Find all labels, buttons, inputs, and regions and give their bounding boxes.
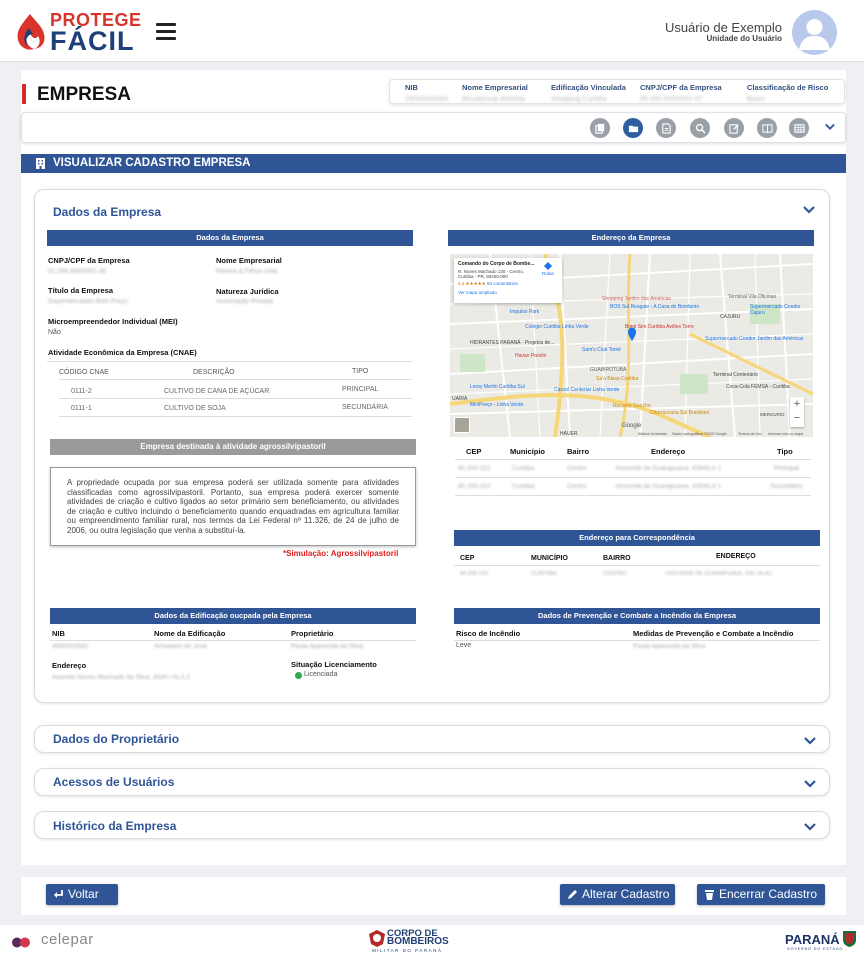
parana-logo-text: PARANÁ [785, 932, 840, 947]
bombeiros-line3: MILITAR DO PARANÁ [372, 948, 443, 953]
title-accent [22, 84, 26, 104]
nome-empresarial-value: Pereira & Filhos Ltda. [216, 268, 279, 275]
user-unit[interactable]: Unidade do Usuário [706, 34, 782, 43]
agro-notice: A propriedade ocupada por sua empresa poderá ser utilizada somente para atividades classificadas como agrossilvipastoril. Portanto, sua empresa poderá exercer somente atividades de criação e cultivo ligados ao setor primário sem beneficiamento, ou atividades de criação e cultivo incluindo o beneficiamento quando enquadradas em agricultura familiar ou empreendimento familiar rural, nos termos da Lei Federal nº 11.326, de 24 de julho de 2006, ou outra legislação que venha a substituí-la. [50, 467, 416, 546]
cnae-col-tipo: TIPO [352, 368, 369, 375]
cnpj-label: CNPJ/CPF da Empresa [48, 256, 130, 265]
divider [455, 459, 811, 460]
addr-col-endereco: Endereço [651, 447, 686, 456]
map-card-link[interactable]: Ver mapa ampliado [458, 290, 497, 295]
building-icon [35, 158, 46, 169]
divider [454, 640, 820, 641]
parana-coat-of-arms-icon [842, 930, 857, 947]
bombeiros-line2: BOMBEIROS [387, 936, 449, 947]
corresp-col-bairro: BAIRRO [603, 555, 631, 562]
map-footer-text[interactable]: Atalhos do teclado [638, 432, 667, 436]
addr-cell: Curitiba [512, 483, 535, 490]
close-cadastro-label: Encerrar Cadastro [719, 887, 818, 901]
chevron-down-icon[interactable] [804, 737, 816, 745]
edif-nib-value: 4990001582 [52, 643, 89, 650]
toolbar-chevron-down-icon[interactable] [825, 123, 835, 131]
map-info-card [454, 258, 562, 303]
section-title: VISUALIZAR CADASTRO EMPRESA [53, 157, 251, 169]
bombeiros-emblem-icon [369, 930, 385, 947]
map-label: BOS Sul Resgate - A Casa do Bombeiro [610, 304, 700, 310]
cnpj-value: 01.286.458/0001-45 [48, 268, 107, 275]
addr-cell: Visconde de Guarapuava, 4384/LA 1 [615, 483, 722, 490]
summary-edificacao: Edificação Vinculada Shopping Curitiba [551, 83, 626, 103]
addr-col-municipio: Município [510, 447, 545, 456]
map-label: Recanto Gaúcho [613, 403, 651, 409]
map-label: Sa'a Blasa Curitiba [596, 376, 639, 382]
map-card-rating: 4,4 ★★★★★ [458, 281, 486, 286]
search-button[interactable] [690, 118, 710, 138]
corresp-cell: 80.200-100 [460, 571, 488, 577]
document-icon [661, 123, 672, 134]
addr-cell: 80.200-110 [458, 483, 491, 490]
mei-value: Não [48, 329, 61, 336]
cnae-row-codigo: 0111-2 [71, 388, 92, 395]
copy-button[interactable] [590, 118, 610, 138]
risco-label: Risco de Incêndio [456, 629, 521, 638]
section-header [21, 154, 846, 173]
folder-open-icon [628, 123, 639, 134]
nome-empresarial-label: Nome Empresarial [216, 256, 282, 265]
divider [59, 379, 412, 380]
map-label: MiniPreço - Linha Verde [470, 402, 524, 408]
map-label: CAJURU [720, 314, 741, 320]
summary-risco: Classificação de Risco Baixo [747, 83, 829, 103]
divider [455, 477, 811, 478]
map-routes-button[interactable]: Rotas [542, 262, 554, 276]
book-icon [762, 123, 773, 134]
cnae-row-tipo: SECUNDÁRIA [342, 404, 388, 411]
map-footer-text[interactable]: Informar erro no mapa [768, 432, 803, 436]
check-circle-icon [295, 672, 302, 679]
accordion-acessos-title[interactable]: Acessos de Usuários [53, 775, 175, 789]
edificacao-header: Dados da Edificação oucpada pela Empresa [50, 608, 416, 624]
cnae-row-descricao: CULTIVO DE SOJA [164, 405, 226, 412]
user-icon [792, 10, 837, 55]
user-avatar[interactable] [792, 10, 837, 55]
map-label: Bimé Sim Curitiba Aviões Torre [625, 324, 694, 330]
edif-col-nib: NIB [52, 629, 65, 638]
cnae-col-codigo: CÓDIGO CNAE [59, 369, 109, 376]
accordion-proprietario-title[interactable]: Dados do Proprietário [53, 732, 180, 746]
agro-header: Empresa destinada à atividade agrossilvipastoril [50, 439, 416, 455]
map-label: Havan Parolin [515, 353, 547, 359]
chevron-down-icon[interactable] [804, 780, 816, 788]
cnae-row-descricao: CULTIVO DE CANA DE AÇÚCAR [164, 388, 270, 395]
close-cadastro-button[interactable] [697, 884, 825, 905]
addr-cell: Curitiba [512, 465, 535, 472]
cnae-label: Atividade Econômica da Empresa (CNAE) [48, 348, 197, 357]
edit-icon [729, 123, 740, 134]
map-label: Shopping Jardim das Américas [602, 296, 671, 302]
dados-empresa-title[interactable]: Dados da Empresa [53, 205, 162, 219]
edif-endereco-value: Avenida Nunes Machado da Silva, 4330 / ALA 2 [52, 674, 190, 681]
divider [47, 361, 412, 362]
corresp-col-cep: CEP [460, 555, 475, 562]
map-satellite-thumb[interactable] [454, 417, 470, 433]
book-button[interactable] [757, 118, 777, 138]
page-title: EMPRESA [37, 84, 131, 105]
map-label: Supermercado Condor Jardim das Américas [705, 336, 804, 342]
map-footer-text[interactable]: Termos de Uso [738, 432, 762, 436]
cnae-row-tipo: PRINCIPAL [342, 386, 379, 393]
map-label: Sam's Club Tomé [582, 347, 621, 353]
action-toolbar [21, 112, 846, 143]
edif-col-nome: Nome da Edificação [154, 629, 226, 638]
document-button[interactable] [656, 118, 676, 138]
corresp-cell: CURITIBA [531, 571, 557, 577]
edif-col-proprietario: Proprietário [291, 629, 334, 638]
addr-cell: Principal [774, 465, 799, 472]
map-card-address: R. Nunes Machado 130 - Centro, Curitiba - PR, 80250-000 [458, 269, 525, 279]
map-label: GUABIROTUBA [590, 367, 627, 373]
map-label: Leroy Merlin Curitiba Sul [470, 384, 525, 390]
situacao-value: Licenciada [304, 671, 338, 678]
summary-nib: NIB 23030043343 [405, 83, 448, 103]
divider [59, 398, 412, 399]
map-label: Terminal Centenário [713, 372, 758, 378]
addr-cell: Centro [567, 483, 587, 490]
corresp-cell: VISCONDE DE GUARAPUAVA, 430 / ALA1 [665, 571, 772, 577]
addr-cell: Visconde de Guarapuava, 4384/LA 1 [615, 465, 722, 472]
map-label: Supermercado Condor Cajuru [750, 304, 801, 316]
chevron-down-icon[interactable] [804, 823, 816, 831]
mei-label: Microempreendedor Individual (MEI) [48, 317, 178, 326]
divider [455, 495, 811, 496]
map-label: HAUER [560, 431, 578, 437]
map-label: Colégio Curitiba Linha Verde [525, 324, 589, 330]
addr-col-cep: CEP [466, 447, 482, 456]
map-card-title: Comando do Corpo de Bombe... [458, 261, 535, 267]
dados-empresa-header: Dados da Empresa [47, 230, 413, 246]
situacao-label: Situação Licenciamento [291, 660, 377, 669]
corresp-col-municipio: MUNICÍPIO [531, 555, 568, 562]
risco-value: Leve [456, 642, 472, 649]
folder-open-button[interactable] [623, 118, 643, 138]
corresp-col-endereco: ENDEREÇO [716, 553, 756, 560]
titulo-label: Título da Empresa [48, 286, 114, 295]
copy-icon [595, 123, 606, 134]
map-label: Impulso Park [510, 309, 540, 315]
back-button[interactable] [46, 884, 118, 905]
map-footer-text: Dados cartográficos ©2020 Google [672, 432, 727, 436]
edit-cadastro-button[interactable] [560, 884, 675, 905]
map-label: Coca-Cola FEMSA - Curitiba [726, 384, 790, 390]
cnae-col-descricao: DESCRIÇÃO [193, 369, 235, 376]
map-label: UAÍRA [452, 396, 468, 402]
addr-col-tipo: Tipo [777, 447, 793, 456]
edif-nome-value: Armadem do José [154, 643, 207, 650]
back-button-label: Voltar [68, 887, 99, 901]
simulation-note: *Simulação: Agrossilvipastoril [283, 549, 399, 558]
pencil-icon [567, 889, 578, 900]
panel-chevron-down-icon[interactable] [803, 206, 815, 214]
edit-button[interactable] [724, 118, 744, 138]
natureza-value: Associação Privada [216, 298, 274, 305]
natureza-label: Natureza Jurídica [216, 287, 279, 296]
map-label: Churrascaria Sul Brasileiro [650, 410, 710, 416]
map-label: Terminal Vila Oficinas [728, 294, 776, 300]
divider [454, 565, 820, 566]
trash-icon [704, 889, 715, 900]
map-google-label: Google [622, 423, 642, 429]
accordion-historico-title[interactable]: Histórico da Empresa [53, 819, 177, 833]
divider [50, 640, 416, 641]
table-icon [794, 123, 805, 134]
edit-cadastro-label: Alterar Cadastro [582, 887, 670, 901]
addr-col-bairro: Bairro [567, 447, 590, 456]
correspondencia-header: Endereço para Correspondência [454, 530, 820, 546]
parana-subtitle: GOVERNO DO ESTADO [787, 947, 844, 951]
map-zoom-control[interactable]: + − [790, 397, 804, 427]
divider [59, 416, 412, 417]
bombeiros-line1: CORPO DE [387, 928, 438, 939]
cnae-row-codigo: 0111-1 [71, 405, 92, 412]
map-label: MERCURIO [760, 412, 785, 417]
summary-cnpj: CNPJ/CPF da Empresa 00.000.000/0001-07 [640, 83, 722, 103]
protege-facil-flame-icon [12, 12, 48, 52]
directions-icon [544, 262, 552, 270]
logo-text-facil: FÁCIL [50, 26, 135, 56]
addr-cell: Centro [567, 465, 587, 472]
edif-endereco-label: Endereço [52, 661, 87, 670]
endereco-header: Endereço da Empresa [448, 230, 814, 246]
corresp-cell: CENTRO [603, 571, 627, 577]
medidas-label: Medidas de Prevenção e Combate a Incêndio [633, 629, 794, 638]
edif-proprietario-value: Paula Aparecida da Silva [291, 643, 364, 650]
summary-nome: Nome Empresarial Residencial Almeida [462, 83, 528, 103]
map-label: Cassol Centerlar Linha Verde [554, 387, 620, 393]
addr-cell: 80.200-110 [458, 465, 491, 472]
return-arrow-icon [53, 889, 64, 900]
medidas-value: Paula Aparecida da Silva [633, 643, 706, 650]
company-summary [389, 79, 845, 104]
search-icon [695, 123, 706, 134]
addr-cell: Secundário [770, 483, 803, 490]
table-button[interactable] [789, 118, 809, 138]
titulo-value: Supermercados Bom Preço [48, 298, 128, 305]
celepar-logo-text: celepar [41, 931, 94, 948]
map-label: HIDRANTES PARANÁ - Projetos de... [470, 340, 555, 346]
user-name: Usuário de Exemplo [664, 20, 782, 35]
prevencao-header: Dados de Prevenção e Combate a Incêndio da Empresa [454, 608, 820, 624]
menu-toggle-button[interactable] [156, 23, 176, 40]
celepar-logo-icon [12, 935, 25, 946]
logo-text-protege: PROTEGE [50, 10, 142, 30]
map-card-reviews[interactable]: 63 comentários [486, 281, 518, 286]
